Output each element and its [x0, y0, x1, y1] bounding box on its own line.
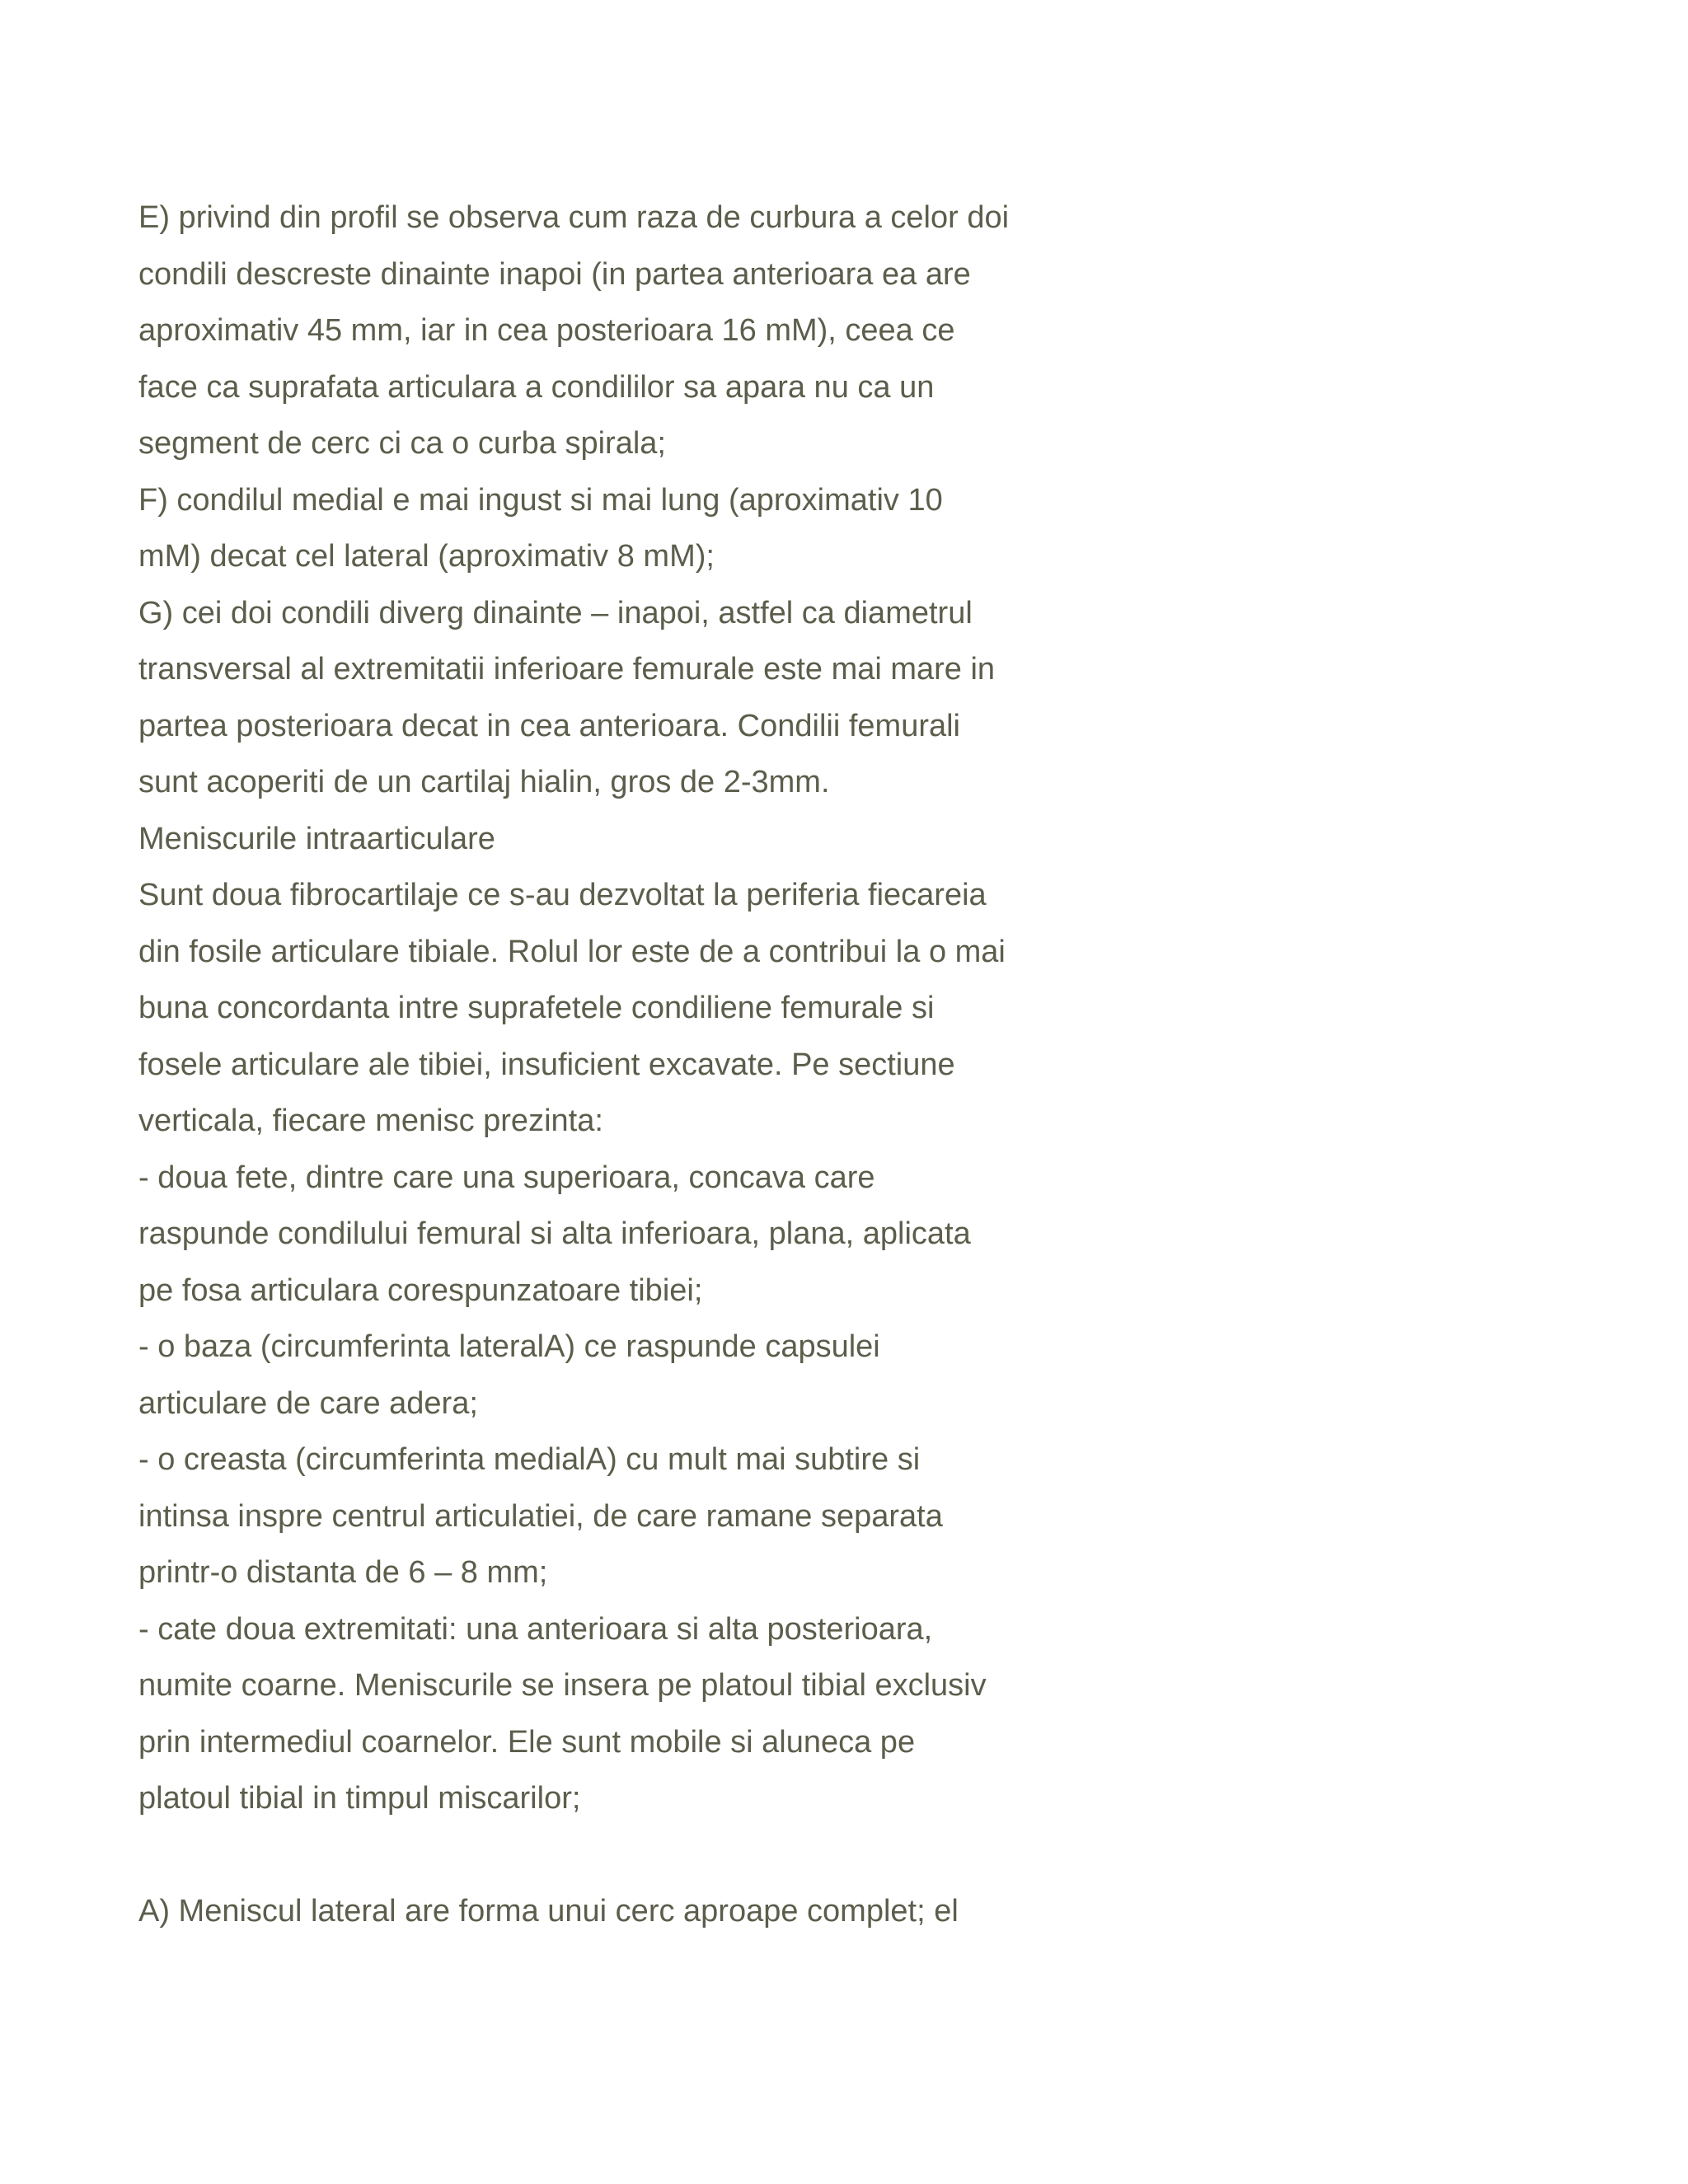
- text-line: aproximativ 45 mm, iar in cea posterioara 16 mM), ceea ce: [138, 313, 955, 348]
- text-line: segment de cerc ci ca o curba spirala;: [138, 426, 666, 461]
- text-line: E) privind din profil se observa cum raza de curbura a celor doi: [138, 200, 1010, 235]
- paragraph-gap: [138, 1827, 1128, 1884]
- text-line: fosele articulare ale tibiei, insuficient excavate. Pe sectiune: [138, 1047, 955, 1082]
- text-line: din fosile articulare tibiale. Rolul lor este de a contribui la o mai: [138, 934, 1006, 969]
- text-line: raspunde condilului femural si alta inferioara, plana, aplicata: [138, 1216, 971, 1251]
- list-item-line: - doua fete, dintre care una superioara, concava care: [138, 1160, 875, 1195]
- list-item-line: - o baza (circumferinta lateralA) ce raspunde capsulei: [138, 1329, 880, 1364]
- text-line: G) cei doi condili diverg dinainte – inapoi, astfel ca diametrul: [138, 595, 973, 630]
- text-line: verticala, fiecare menisc prezinta:: [138, 1104, 603, 1138]
- text-line: platoul tibial in timpul miscarilor;: [138, 1781, 581, 1816]
- section-heading: Meniscurile intraarticulare: [138, 821, 495, 856]
- text-line: face ca suprafata articulara a condililor sa apara nu ca un: [138, 369, 935, 405]
- text-line: Sunt doua fibrocartilaje ce s-au dezvoltat la periferia fiecareia: [138, 878, 987, 912]
- text-line: intinsa inspre centrul articulatiei, de care ramane separata: [138, 1498, 943, 1534]
- list-item-line: - o creasta (circumferinta medialA) cu mult mai subtire si: [138, 1442, 921, 1477]
- text-line: articulare de care adera;: [138, 1385, 478, 1421]
- text-line: transversal al extremitatii inferioare femurale este mai mare in: [138, 652, 996, 687]
- text-line: numite coarne. Meniscurile se insera pe platoul tibial exclusiv: [138, 1668, 987, 1703]
- text-line: A) Meniscul lateral are forma unui cerc aproape complet; el: [138, 1894, 959, 1929]
- text-line: partea posterioara decat in cea anterioara. Condilii femurali: [138, 708, 960, 743]
- text-line: buna concordanta intre suprafetele condiliene femurale si: [138, 991, 935, 1025]
- text-line: condili descreste dinainte inapoi (in partea anterioara ea are: [138, 256, 971, 292]
- text-line: prin intermediul coarnelor. Ele sunt mobile si aluneca pe: [138, 1724, 916, 1760]
- text-line: pe fosa articulara corespunzatoare tibiei;: [138, 1272, 703, 1308]
- text-line: printr-o distanta de 6 – 8 mm;: [138, 1555, 548, 1590]
- text-line: mM) decat cel lateral (aproximativ 8 mM);: [138, 539, 715, 574]
- text-line: sunt acoperiti de un cartilaj hialin, gros de 2-3mm.: [138, 765, 830, 799]
- document-body: [138, 190, 1128, 1940]
- text-line: F) condilul medial e mai ingust si mai lung (aproximativ 10: [138, 482, 943, 518]
- list-item-line: - cate doua extremitati: una anterioara si alta posterioara,: [138, 1611, 933, 1647]
